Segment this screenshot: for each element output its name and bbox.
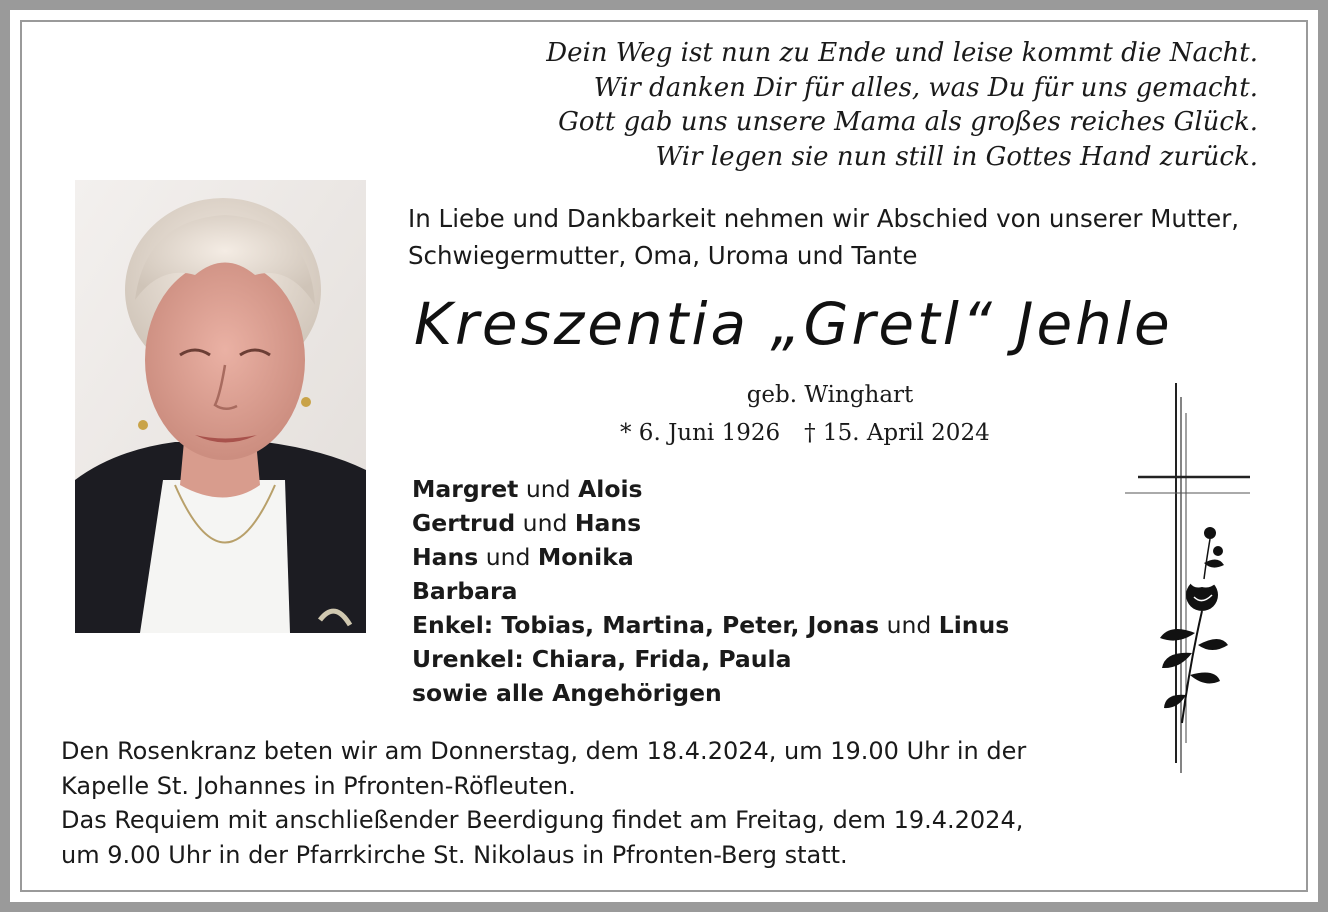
mourner-name: Hans (412, 543, 479, 571)
mourner-name: sowie alle Angehörigen (412, 679, 722, 707)
life-dates (620, 418, 990, 448)
mourner-name: Enkel: Tobias, Martina, Peter, Jonas (412, 611, 880, 639)
mourner-line (412, 608, 1009, 642)
mourner-name: Margret (412, 475, 519, 503)
poem-line: Gott gab uns unsere Mama als großes reiches Glück. (558, 107, 1258, 137)
service-line: Das Requiem mit anschließender Beerdigung findet am Freitag, dem 19.4.2024, (61, 806, 1024, 834)
intro-line: Schwiegermutter, Oma, Uroma und Tante (408, 241, 918, 270)
mourner-line (412, 642, 1009, 676)
poem-line: Dein Weg ist nun zu Ende und leise kommt die Nacht. (546, 38, 1258, 68)
mourner-name: Urenkel: Chiara, Frida, Paula (412, 645, 792, 673)
service-line: Kapelle St. Johannes in Pfronten-Röfleuten. (61, 771, 576, 800)
service-line: Den Rosenkranz beten wir am Donnerstag, dem 18.4.2024, um 19.00 Uhr in der (61, 737, 1027, 765)
mourner-line (412, 676, 1009, 710)
mourner-line (412, 472, 1009, 506)
mourners-list (412, 472, 1009, 710)
mourner-name: Linus (938, 611, 1010, 639)
intro-text (408, 200, 1239, 274)
mourner-connector: und (515, 509, 575, 537)
portrait-photo (75, 180, 366, 633)
mourner-connector: und (879, 611, 939, 639)
service-line: um 9.00 Uhr in der Pfarrkirche St. Nikolaus in Pfronten-Berg statt. (61, 840, 848, 869)
cross-with-rose-icon (1120, 383, 1260, 773)
intro-line: In Liebe und Dankbarkeit nehmen wir Abschied von unserer Mutter, (408, 204, 1240, 233)
poem-line: Wir danken Dir für alles, was Du für uns gemacht. (593, 72, 1258, 103)
service-info (61, 734, 1026, 872)
mourner-line (412, 540, 1009, 574)
mourner-connector: und (518, 475, 579, 503)
portrait-illustration (75, 180, 366, 633)
mourner-line (412, 506, 1009, 540)
mourner-name: Gertrud (412, 509, 516, 537)
birth-date: * 6. Juni 1926 (620, 420, 781, 446)
mourner-name: Hans (574, 509, 642, 537)
mourner-name: Barbara (412, 577, 518, 605)
mourner-line (412, 574, 1009, 608)
mourner-name: Monika (537, 543, 634, 571)
poem (546, 36, 1258, 174)
death-date: † 15. April 2024 (804, 420, 990, 446)
deceased-name: Kreszentia „Gretl“ Jehle (414, 290, 1173, 358)
poem-line: Wir legen sie nun still in Gottes Hand zurück. (655, 141, 1258, 172)
mourner-name: Alois (578, 475, 643, 503)
birth-name: geb. Winghart (746, 382, 914, 408)
mourner-connector: und (478, 543, 538, 571)
